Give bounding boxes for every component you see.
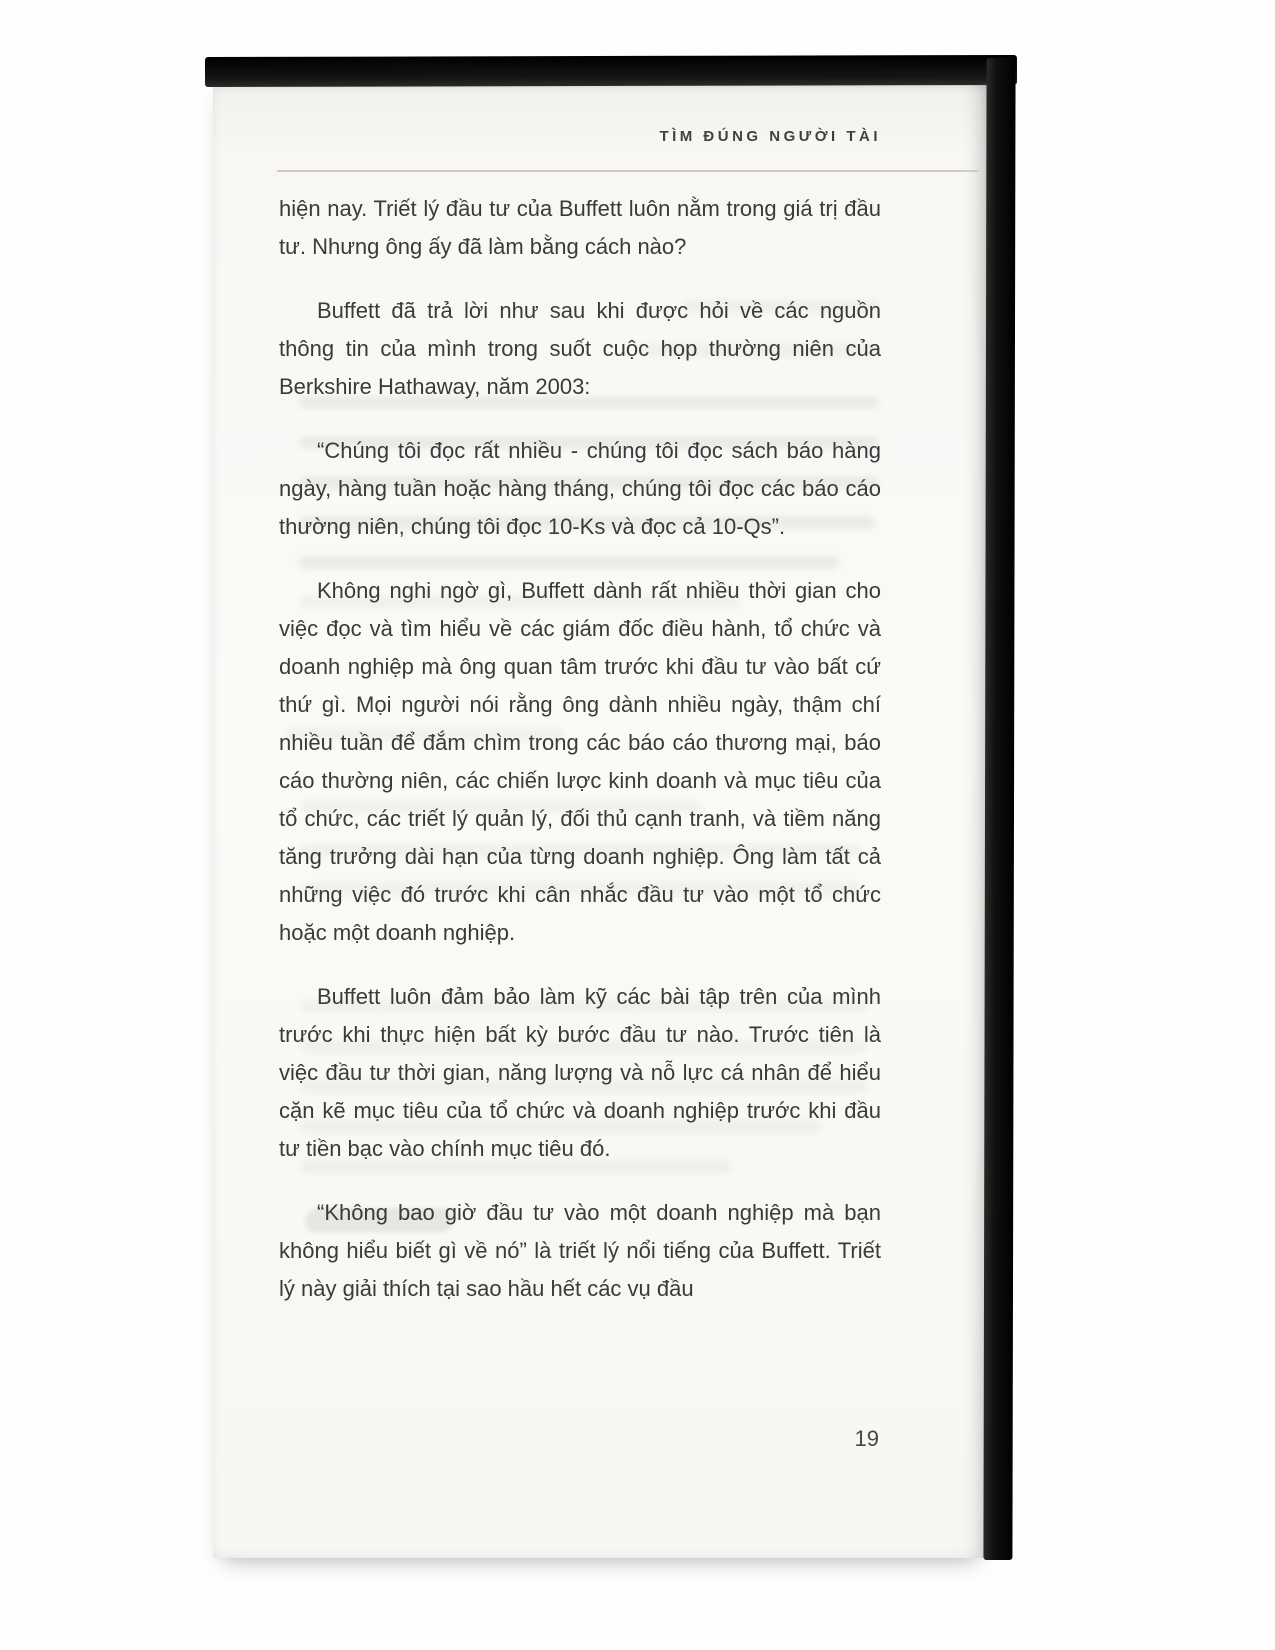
paragraph: “Không bao giờ đầu tư vào một doanh nghiệp mà bạn không hiểu biết gì về nó” là triết lý nổi tiếng của Buffett. Triết lý này giải thích tại sao hầu hết các vụ đầu (279, 1200, 881, 1301)
page-number: 19 (854, 1426, 879, 1451)
page-body (279, 190, 881, 1334)
header-rule (277, 170, 979, 172)
paragraph: Buffett luôn đảm bảo làm kỹ các bài tập trên của mình trước khi thực hiện bất kỳ bước đầu tư nào. Trước tiên là việc đầu tư thời gian, năng lượng và nỗ lực cá nhân để hiểu cặn kẽ mục tiêu của tổ chức và doanh nghiệp trước khi đầu tư tiền bạc vào chính mục tiêu đó. (279, 984, 881, 1161)
running-header-title: TÌM ĐÚNG NGƯỜI TÀI (659, 128, 881, 145)
running-header (659, 128, 881, 145)
paragraph: “Chúng tôi đọc rất nhiều - chúng tôi đọc sách báo hàng ngày, hàng tuần hoặc hàng tháng, chúng tôi đọc các báo cáo thường niên, chúng tôi đọc 10-Ks và đọc cả 10-Qs”. (279, 438, 881, 539)
paragraph: Buffett đã trả lời như sau khi được hỏi về các nguồn thông tin của mình trong suốt cuộc họp thường niên của Berkshire Hathaway, năm 2003: (279, 298, 881, 399)
book-page (213, 78, 987, 1558)
paragraph: hiện nay. Triết lý đầu tư của Buffett luôn nằm trong giá trị đầu tư. Nhưng ông ấy đã làm bằng cách nào? (279, 196, 881, 259)
paragraph: Không nghi ngờ gì, Buffett dành rất nhiều thời gian cho việc đọc và tìm hiểu về các giám đốc điều hành, tổ chức và doanh nghiệp mà ông quan tâm trước khi đầu tư vào bất cứ thứ gì. Mọi người nói rằng ông dành nhiều ngày, thậm chí nhiều tuần để đắm chìm trong các báo cáo thương mại, báo cáo thường niên, các chiến lược kinh doanh và mục tiêu của tổ chức, các triết lý quản lý, đối thủ cạnh tranh, và tiềm năng tăng trưởng dài hạn của từng doanh nghiệp. Ông làm tất cả những việc đó trước khi cân nhắc đầu tư vào một tổ chức hoặc một doanh nghiệp. (279, 578, 881, 945)
scan-edge-right (983, 58, 1015, 1560)
scan-edge-top (205, 55, 1017, 87)
